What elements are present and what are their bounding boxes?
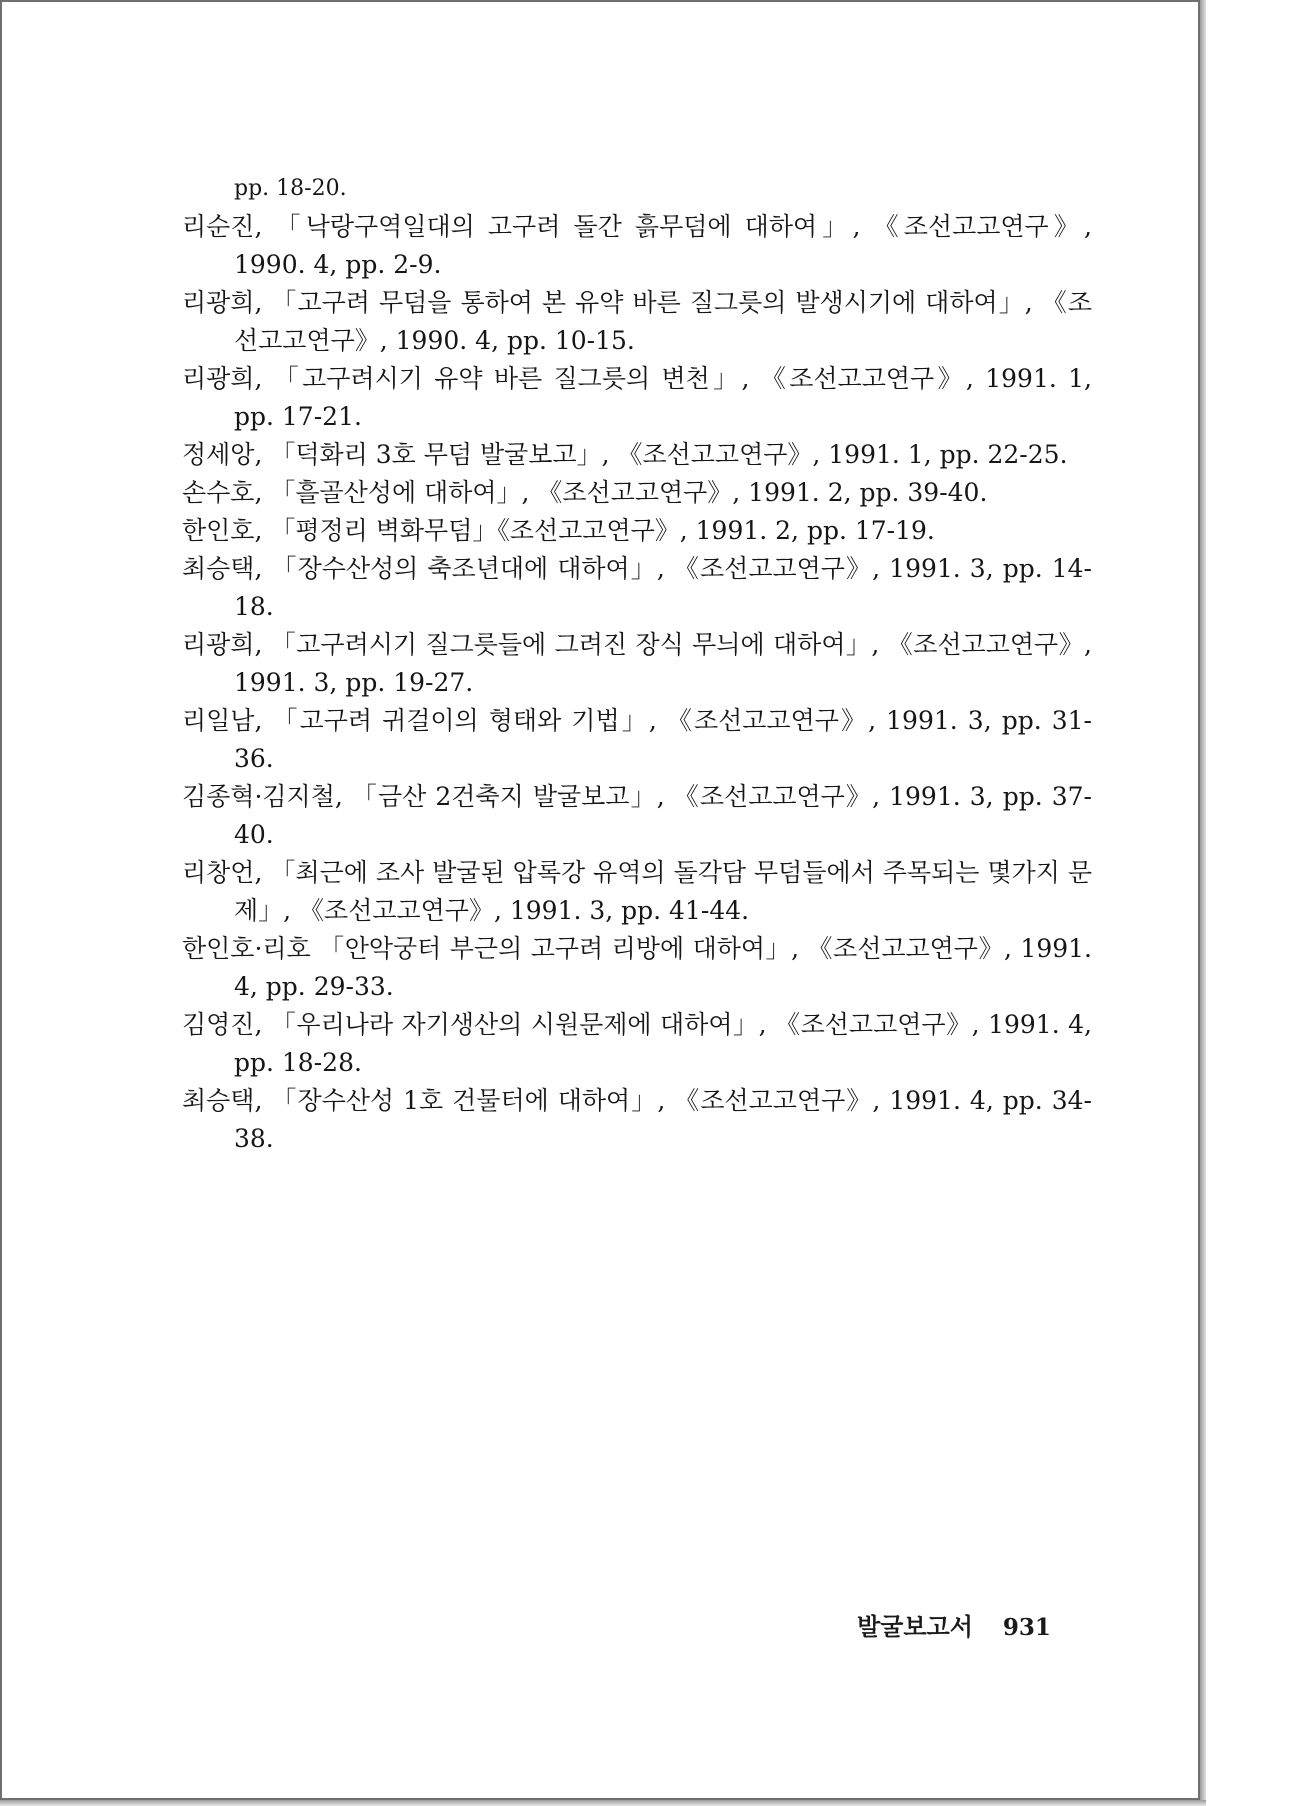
footer-title: 발굴보고서 [857, 1612, 973, 1641]
reference-item: 정세앙, 「덕화리 3호 무덤 발굴보고」, 《조선고고연구》, 1991. 1, pp. 22-25. [182, 440, 1068, 469]
reference-item: 김영진, 「우리나라 자기생산의 시원문제에 대하여」, 《조선고고연구》, 1991. 4, pp. 18-28. [182, 1010, 1092, 1077]
reference-item: 리순진, 「낙랑구역일대의 고구려 돌간 흙무덤에 대하여」, 《조선고고연구》, 1990. 4, pp. 2-9. [182, 212, 1092, 279]
reference-item: 최승택, 「장수산성 1호 건물터에 대하여」, 《조선고고연구》, 1991. 4, pp. 34-38. [182, 1086, 1092, 1153]
reference-item: 한인호·리호 「안악궁터 부근의 고구려 리방에 대하여」, 《조선고고연구》, 1991. 4, pp. 29-33. [182, 934, 1092, 1001]
reference-item: 손수호, 「흘골산성에 대하여」, 《조선고고연구》, 1991. 2, pp. 39-40. [182, 478, 988, 507]
page-footer [857, 1607, 1051, 1642]
reference-item: pp. 18-20. [234, 176, 347, 201]
reference-item: 김종혁·김지철, 「금산 2건축지 발굴보고」, 《조선고고연구》, 1991. 3, pp. 37-40. [182, 782, 1092, 849]
page-edge-shadow [1200, 0, 1206, 1806]
reference-item: 리일남, 「고구려 귀걸이의 형태와 기법」, 《조선고고연구》, 1991. 3, pp. 31-36. [182, 706, 1092, 773]
reference-item: 최승택, 「장수산성의 축조년대에 대하여」, 《조선고고연구》, 1991. 3, pp. 14-18. [182, 554, 1092, 621]
reference-list [182, 170, 1092, 1158]
reference-item: 리광희, 「고구려 무덤을 통하여 본 유약 바른 질그릇의 발생시기에 대하여」, 《조선고고연구》, 1990. 4, pp. 10-15. [182, 288, 1092, 355]
reference-item: 리광희, 「고구려시기 유약 바른 질그릇의 변천」, 《조선고고연구》, 1991. 1, pp. 17-21. [182, 364, 1092, 431]
page-number: 931 [1002, 1614, 1051, 1641]
reference-item: 한인호, 「평정리 벽화무덤」《조선고고연구》, 1991. 2, pp. 17-19. [182, 516, 935, 545]
page-edge-shadow [0, 1800, 1206, 1806]
reference-item: 리창언, 「최근에 조사 발굴된 압록강 유역의 돌각담 무덤들에서 주목되는 몇가지 문제」, 《조선고고연구》, 1991. 3, pp. 41-44. [182, 858, 1092, 925]
reference-item: 리광희, 「고구려시기 질그릇들에 그려진 장식 무늬에 대하여」, 《조선고고연구》, 1991. 3, pp. 19-27. [182, 630, 1092, 697]
